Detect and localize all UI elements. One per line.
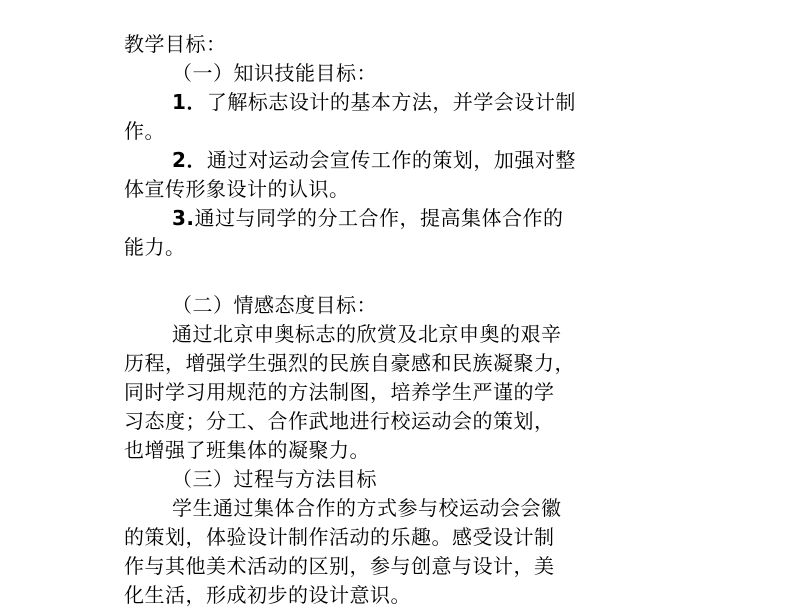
section1-item3-line2: 能力。 xyxy=(124,235,186,259)
section1-item3-number: 3. xyxy=(172,206,195,230)
section1-item2-line1 xyxy=(124,146,614,175)
section3-heading: （三）过程与方法目标 xyxy=(172,467,377,491)
blank-spacer xyxy=(124,262,614,291)
section1-item3-text: 通过与同学的分工合作，提高集体合作的 xyxy=(194,206,564,230)
section2-line: 也增强了班集体的凝聚力。 xyxy=(124,438,370,462)
section1-item1-line2: 作。 xyxy=(124,119,165,143)
section1-item2-line2: 体宣传形象设计的认识。 xyxy=(124,177,350,201)
section1-item1-text: 了解标志设计的基本方法，并学会设计制 xyxy=(206,90,576,114)
document-title: 教学目标： xyxy=(124,32,227,56)
section1-heading: （一）知识技能目标： xyxy=(172,61,377,85)
section3-line: 作与其他美术活动的区别，参与创意与设计，美 xyxy=(124,554,555,578)
section2-line: 通过北京申奥标志的欣赏及北京申奥的艰辛 xyxy=(172,322,562,346)
section1-item2-text: 通过对运动会宣传工作的策划，加强对整 xyxy=(206,148,576,172)
document-body xyxy=(124,30,614,610)
section1-item3-line1 xyxy=(124,204,614,233)
section2-line: 历程，增强学生强烈的民族自豪感和民族凝聚力， xyxy=(124,351,575,375)
section2-line: 习态度；分工、合作武地进行校运动会的策划， xyxy=(124,409,555,433)
section3-line: 学生通过集体合作的方式参与校运动会会徽 xyxy=(172,496,562,520)
section1-item2-number: 2． xyxy=(172,148,207,172)
section1-item1-number: 1． xyxy=(172,90,207,114)
section3-line: 化生活，形成初步的设计意识。 xyxy=(124,583,411,607)
section2-line: 同时学习用规范的方法制图，培养学生严谨的学 xyxy=(124,380,555,404)
section2-heading: （二）情感态度目标： xyxy=(172,293,377,317)
section1-item1-line1 xyxy=(124,88,614,117)
section3-line: 的策划，体验设计制作活动的乐趣。感受设计制 xyxy=(124,525,555,549)
